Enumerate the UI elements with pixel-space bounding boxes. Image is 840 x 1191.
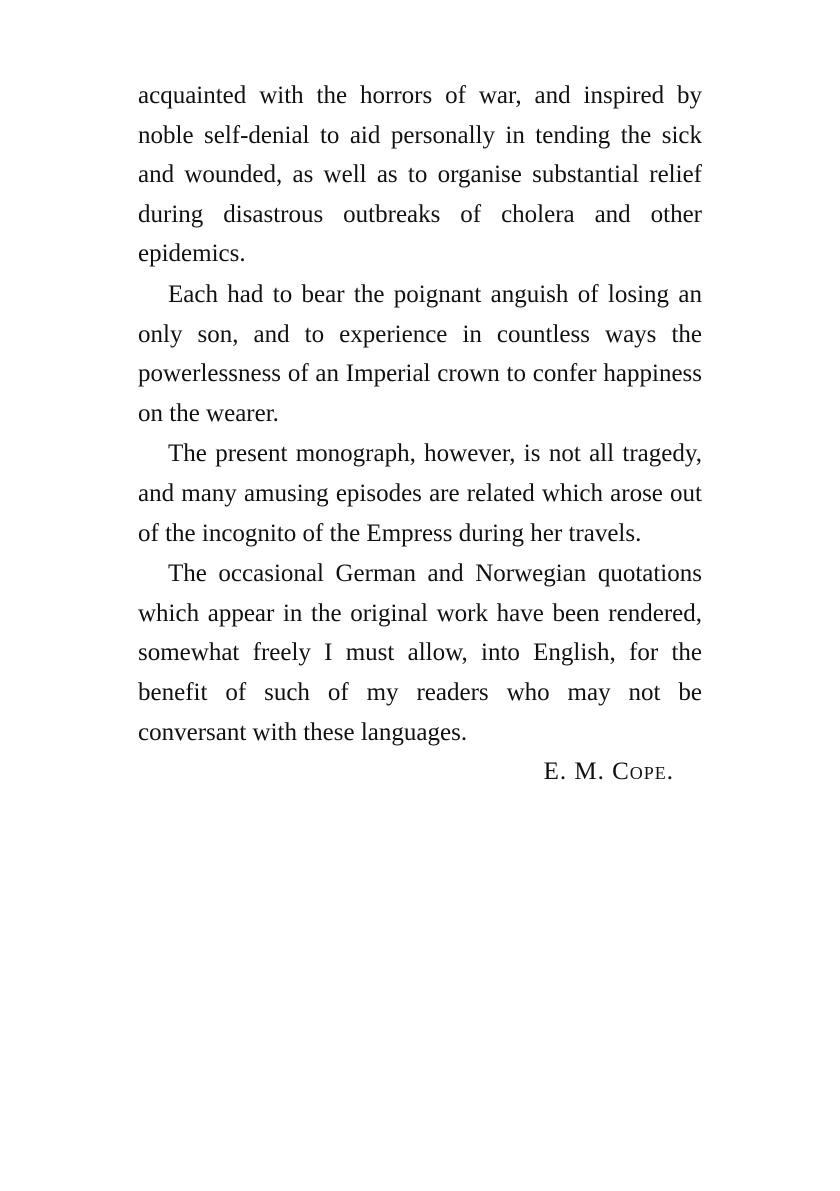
signature-initials: E. M. — [543, 758, 605, 786]
author-signature — [138, 752, 702, 792]
paragraph: Each had to bear the poignant anguish of losing an only son, and to experience in countless ways the powerlessness of an Imperial crown to confer happiness on the wearer. — [138, 280, 702, 427]
paragraph: The occasional German and Norwegian quotations which appear in the original work have been rendered, somewhat freely I must allow, into English, for the benefit of such of my readers who may not be conversant with these languages. — [138, 560, 702, 746]
signature-surname: Cope. — [612, 758, 674, 786]
paragraph-continued: acquainted with the horrors of war, and inspired by noble self-denial to aid personally in tending the sick and wounded, as well as to organise substantial relief during disastrous outbreaks of cholera and other epidemics. — [138, 82, 702, 268]
body-text — [138, 76, 702, 792]
paragraph: The present monograph, however, is not all tragedy, and many amusing episodes are related which arose out of the incognito of the Empress during her travels. — [138, 440, 702, 547]
